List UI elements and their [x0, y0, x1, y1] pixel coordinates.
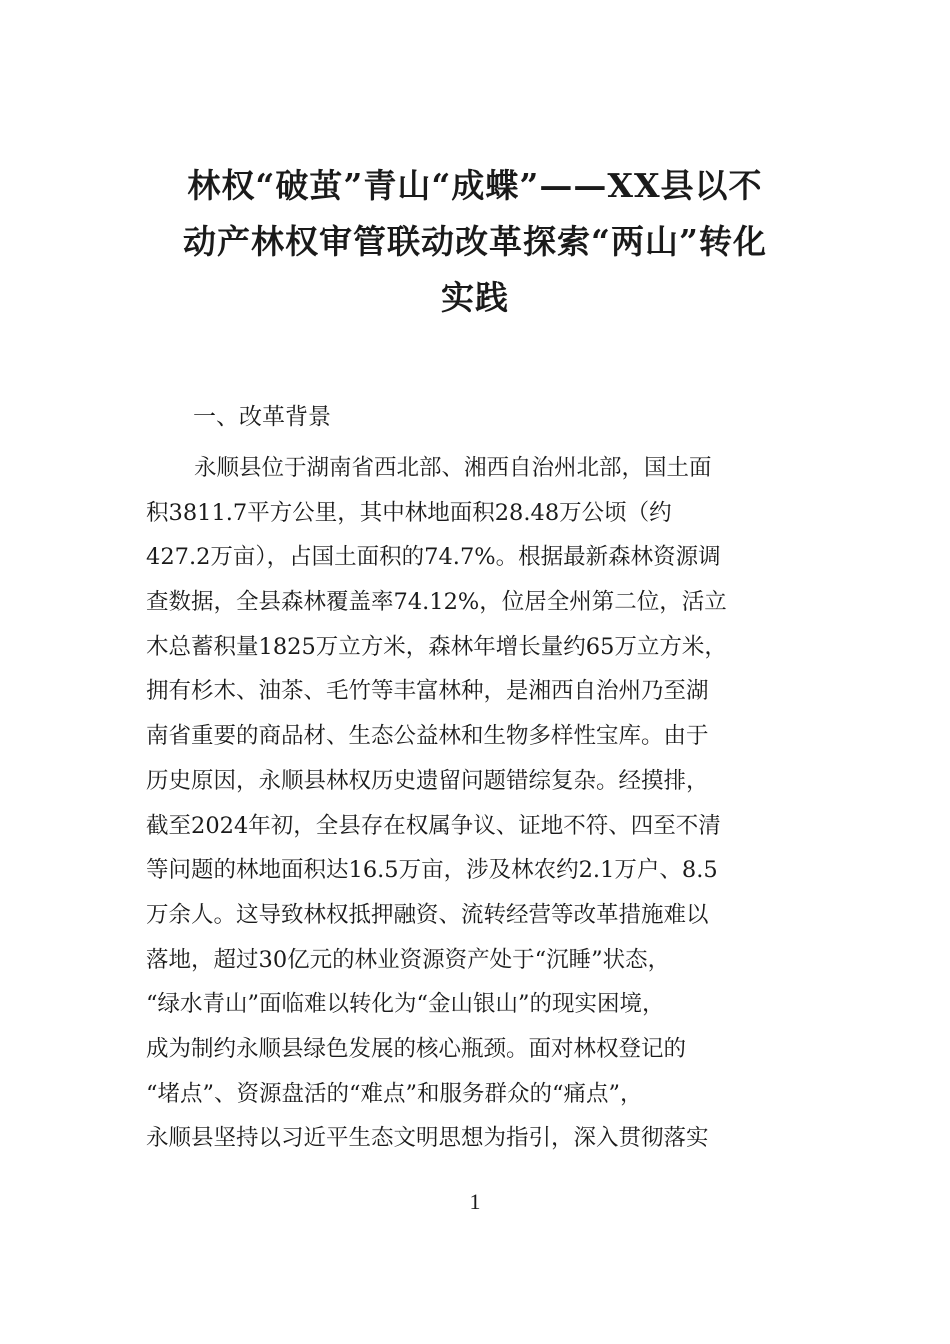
title-line: 实践	[441, 278, 509, 317]
paragraph-line: 木总蓄积量1825万立方米，森林年增长量约65万立方米，	[146, 633, 727, 660]
paragraph-line: 查数据，全县森林覆盖率74.12%，位居全州第二位，活立	[146, 589, 727, 616]
document-title	[130, 158, 820, 326]
section-heading: 一、改革背景	[193, 404, 331, 430]
title-line: 林权“破茧”青山“成蝶”——XX县以不	[187, 166, 763, 205]
paragraph-line: 截至2024年初，全县存在权属争议、证地不符、四至不清	[146, 812, 721, 839]
paragraph-line: 等问题的林地面积达16.5万亩，涉及林农约2.1万户、8.5	[146, 857, 718, 884]
paragraph-line: “绿水青山”面临难以转化为“金山银山”的现实困境，	[146, 991, 665, 1018]
paragraph-line: 永顺县位于湖南省西北部、湘西自治州北部，国土面	[194, 455, 712, 481]
paragraph-line: 拥有杉木、油茶、毛竹等丰富林种，是湘西自治州乃至湖	[146, 678, 709, 705]
body-paragraph	[146, 446, 806, 1161]
paragraph-line: 万余人。这导致林权抵押融资、流转经营等改革措施难以	[146, 901, 709, 928]
paragraph-line: 历史原因，永顺县林权历史遗留问题错综复杂。经摸排，	[146, 767, 709, 794]
paragraph-line: 永顺县坚持以习近平生态文明思想为指引，深入贯彻落实	[146, 1125, 709, 1152]
paragraph-line: 南省重要的商品材、生态公益林和生物多样性宝库。由于	[146, 723, 709, 750]
paragraph-line: 427.2万亩），占国土面积的74.7%。根据最新森林资源调	[146, 544, 721, 571]
paragraph-line: 积3811.7平方公里，其中林地面积28.48万公顷（约	[146, 499, 672, 526]
paragraph-line: “堵点”、资源盘活的“难点”和服务群众的“痛点”，	[146, 1080, 643, 1107]
paragraph-line: 落地，超过30亿元的林业资源资产处于“沉睡”状态，	[146, 946, 671, 973]
page-number: 1	[469, 1189, 481, 1214]
title-line: 动产林权审管联动改革探索“两山”转化	[183, 222, 767, 261]
paragraph-line: 成为制约永顺县绿色发展的核心瓶颈。面对林权登记的	[146, 1035, 687, 1062]
